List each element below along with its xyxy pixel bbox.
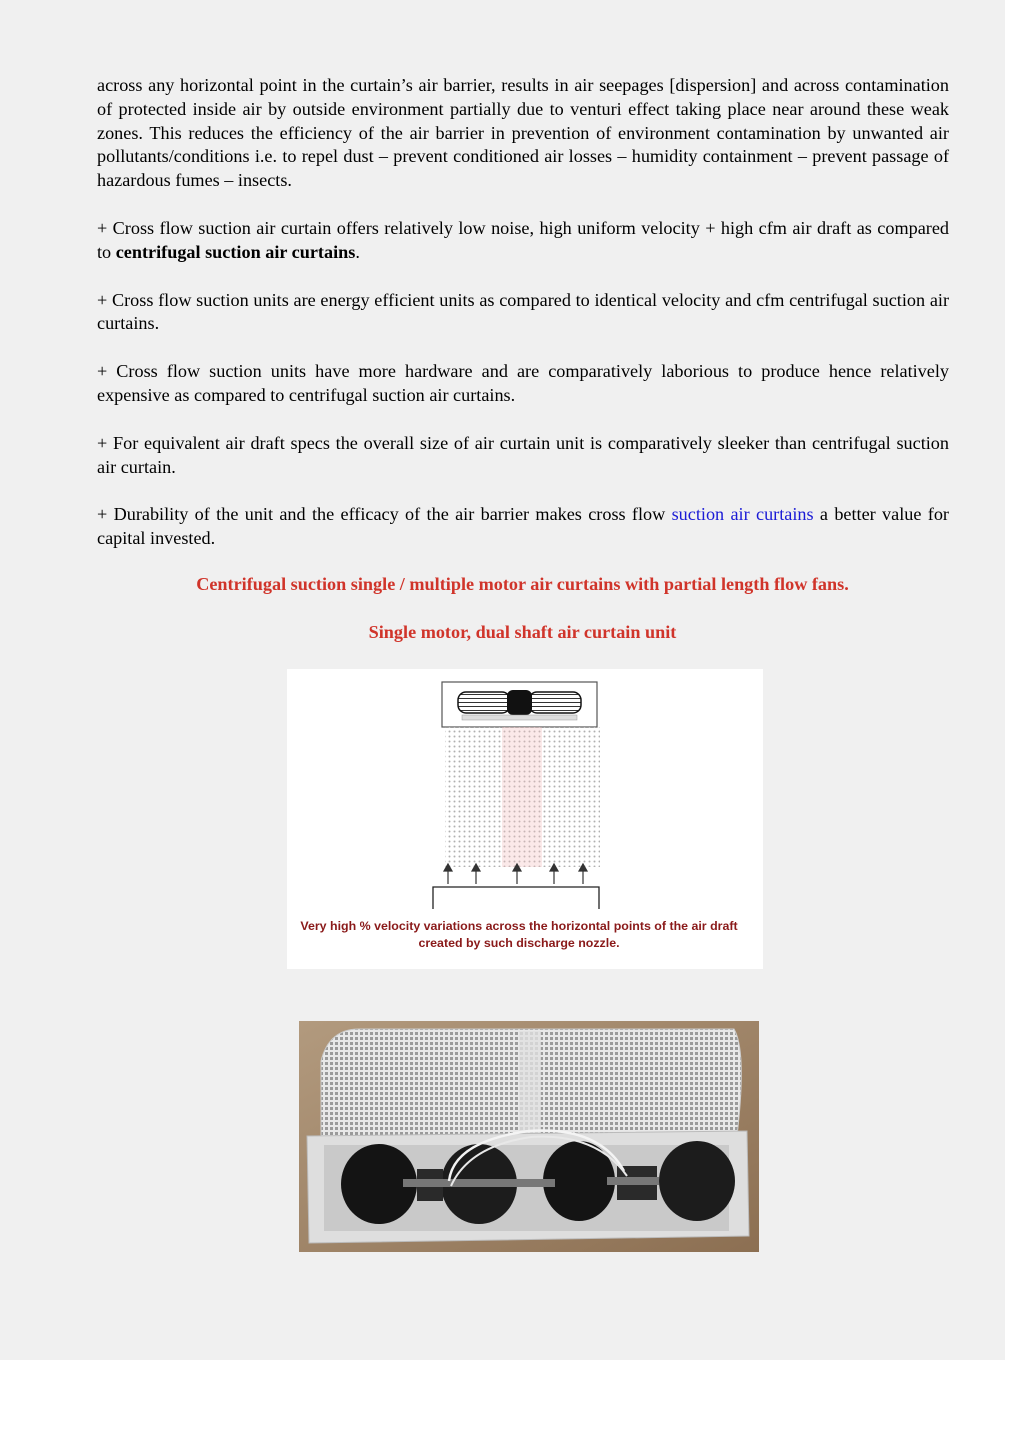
paragraph-low-noise [97, 217, 949, 265]
subsection-heading: Single motor, dual shaft air curtain unit [368, 622, 677, 642]
bold-term: centrifugal suction air curtains [115, 241, 356, 262]
paragraph-weak-zones: across any horizontal point in the curtain’s air barrier, results in air seepages [dispersion] and across contamination of protected inside air by outside environment partially due to venturi effect taking place near around these weak zones. This reduces the efficiency of the air barrier in prevention of environment contamination by unwanted air pollutants/conditions i.e. to repel dust – prevent conditioned air losses – humidity containment – prevent passage of hazardous fumes – insects. [97, 75, 949, 191]
section-heading: Centrifugal suction single / multiple motor air curtains with partial length flow fans. [196, 574, 849, 594]
paragraph-hardware: + Cross flow suction units have more hardware and are comparatively laborious to produce hence relatively expensive as compared to centrifugal suction air curtains. [97, 361, 949, 405]
paragraph-energy-efficient: + Cross flow suction units are energy efficient units as compared to identical velocity and cfm centrifugal suction air curtains. [97, 289, 949, 334]
suction-air-curtains-link[interactable]: suction air curtains [671, 504, 814, 525]
paragraph-text: + Durability of the unit and the efficacy of the air barrier makes cross flow [97, 504, 672, 525]
diagram-caption-line-1: Very high % velocity variations across the horizontal points of the air draft [300, 919, 738, 933]
paragraph-text: a better value for capital invested. [97, 504, 949, 549]
body-text [97, 74, 949, 575]
paragraph-text: . [355, 241, 360, 262]
paragraph-text: + Cross flow suction air curtain offers relatively low noise, high uniform velocity + high cfm air draft as compared to [97, 217, 949, 262]
paragraph-size: + For equivalent air draft specs the overall size of air curtain unit is comparatively sleeker than centrifugal suction air curtain. [97, 432, 949, 477]
paragraph-durability [97, 503, 949, 551]
air-curtain-unit-photo [299, 1021, 759, 1252]
air-draft-diagram [287, 669, 763, 969]
diagram-caption-line-2: created by such discharge nozzle. [418, 936, 620, 950]
